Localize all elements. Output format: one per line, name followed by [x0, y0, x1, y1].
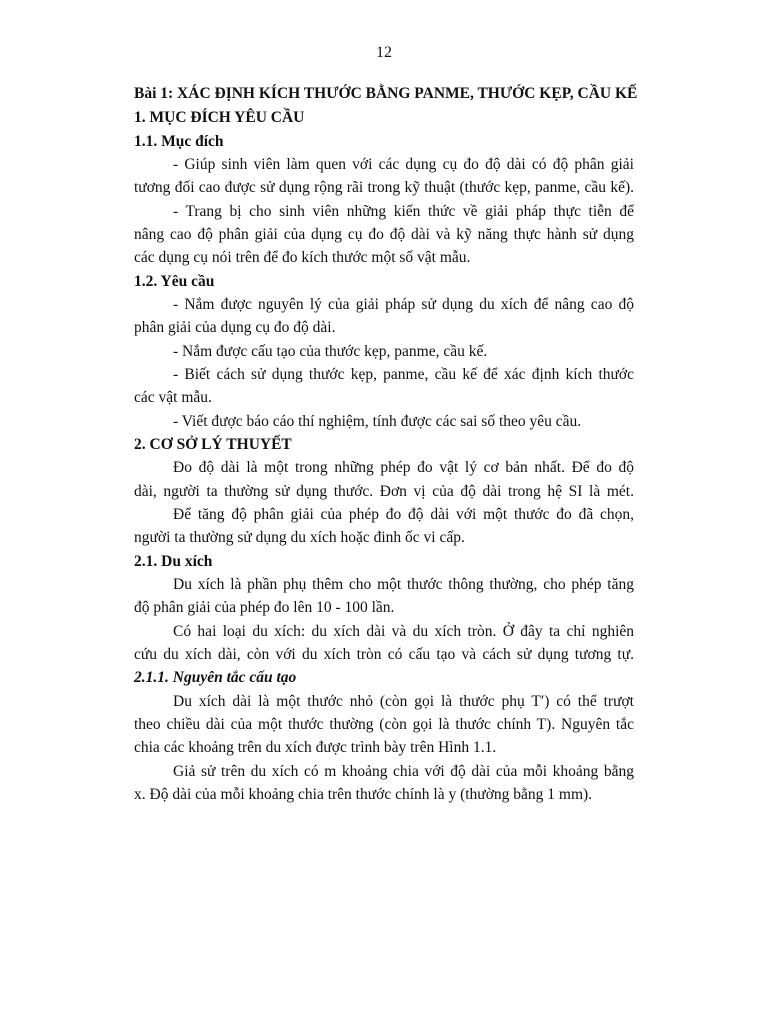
- paragraph-line: cứu du xích dài, còn với du xích tròn có cấu tạo và cách sử dụng tương tự.: [134, 646, 634, 663]
- paragraph-line: - Giúp sinh viên làm quen với các dụng cụ đo độ dài có độ phân giải: [173, 156, 634, 173]
- paragraph-line: Đo độ dài là một trong những phép đo vật lý cơ bản nhất. Để đo độ: [173, 459, 634, 476]
- paragraph-line: tương đối cao được sử dụng rộng rãi trong kỹ thuật (thước kẹp, panme, cầu kế).: [134, 179, 634, 196]
- paragraph-line: các dụng cụ nói trên để đo kích thước một số vật mẫu.: [134, 249, 471, 266]
- paragraph-line: x. Độ dài của mỗi khoảng chia trên thước chính là y (thường bằng 1 mm).: [134, 786, 593, 803]
- paragraph-line: nâng cao độ phân giải của dụng cụ đo độ dài và kỹ năng thực hành sử dụng: [134, 226, 634, 243]
- paragraph-line: Để tăng độ phân giải của phép đo độ dài với một thước đo đã chọn,: [173, 506, 634, 523]
- section-1-heading: 1. MỤC ĐÍCH YÊU CẦU: [134, 109, 305, 126]
- section-1-1-heading: 1.1. Mục đích: [134, 133, 224, 150]
- paragraph-line: Du xích dài là một thước nhỏ (còn gọi là thước phụ T′) có thể trượt: [173, 693, 634, 710]
- paragraph-line: - Viết được báo cáo thí nghiệm, tính được các sai số theo yêu cầu.: [173, 413, 582, 430]
- paragraph-line: - Nắm được nguyên lý của giải pháp sử dụng du xích để nâng cao độ: [173, 296, 634, 313]
- lesson-title: Bài 1: XÁC ĐỊNH KÍCH THƯỚC BẰNG PANME, THƯỚC KẸP, CẦU KẾ: [134, 85, 638, 102]
- paragraph-line: Có hai loại du xích: du xích dài và du xích tròn. Ở đây ta chỉ nghiên: [173, 623, 634, 640]
- section-2-1-heading: 2.1. Du xích: [134, 553, 213, 570]
- paragraph-line: theo chiều dài của một thước thường (còn gọi là thước chính T). Nguyên tắc: [134, 716, 634, 733]
- paragraph-line: - Nắm được cấu tạo của thước kẹp, panme, cầu kế.: [173, 343, 488, 360]
- paragraph-line: Du xích là phần phụ thêm cho một thước thông thường, cho phép tăng: [173, 576, 634, 593]
- paragraph-line: Giả sử trên du xích có m khoảng chia với độ dài của mỗi khoảng bằng: [173, 763, 634, 780]
- paragraph-line: chia các khoảng trên du xích được trình bày trên Hình 1.1.: [134, 739, 497, 756]
- paragraph-line: phân giải của dụng cụ đo độ dài.: [134, 319, 336, 336]
- section-1-2-heading: 1.2. Yêu cầu: [134, 273, 215, 290]
- paragraph-line: dài, người ta thường sử dụng thước. Đơn vị của độ dài trong hệ SI là mét.: [134, 483, 634, 500]
- paragraph-line: độ phân giải của phép đo lên 10 - 100 lần.: [134, 599, 395, 616]
- paragraph-line: - Biết cách sử dụng thước kẹp, panme, cầu kế để xác định kích thước: [173, 366, 634, 383]
- paragraph-line: - Trang bị cho sinh viên những kiến thức về giải pháp thực tiễn để: [173, 203, 634, 220]
- section-2-heading: 2. CƠ SỞ LÝ THUYẾT: [134, 436, 292, 453]
- paragraph-line: người ta thường sử dụng du xích hoặc đinh ốc vi cấp.: [134, 529, 465, 546]
- section-2-1-1-heading: 2.1.1. Nguyên tắc cấu tạo: [134, 669, 297, 686]
- paragraph-line: các vật mẫu.: [134, 389, 212, 406]
- page-number: 12: [376, 44, 392, 61]
